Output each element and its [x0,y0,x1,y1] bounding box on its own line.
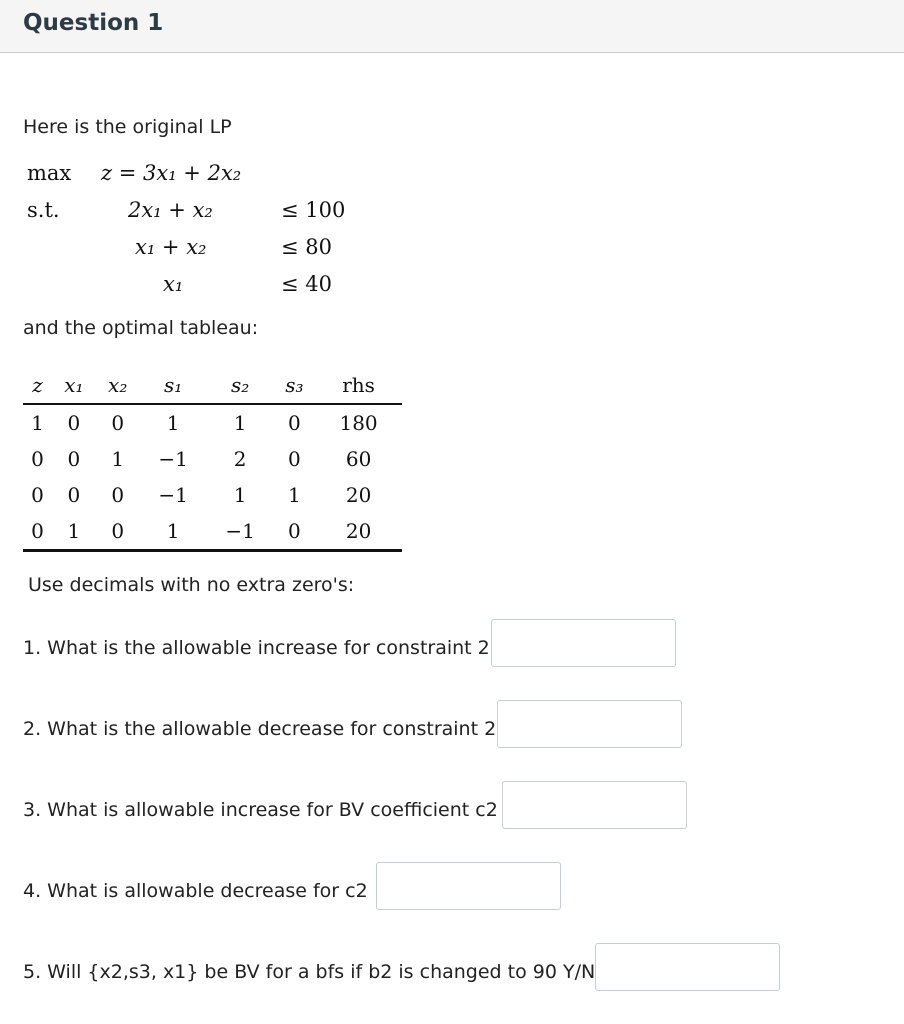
table-cell: 0 [111,411,125,435]
tableau-header-cell: z [23,367,52,404]
table-cell: 1 [166,411,180,435]
tableau-header-cell: x₁ [52,367,96,404]
tableau-header-cell: rhs [315,367,402,404]
table-cell: 0 [67,411,81,435]
table-cell: 1 [52,513,96,551]
table-cell: 0 [96,513,140,551]
question-1-answer-input[interactable] [491,619,676,667]
tableau-header-row [23,367,402,404]
table-cell: 0 [274,513,316,551]
question-1-text: 1. What is the allowable increase for constraint 2 [23,637,490,659]
table-row [23,477,402,513]
table-cell: −1 [207,513,274,551]
table-cell: 20 [315,513,402,551]
table-cell: 0 [31,483,44,507]
tableau-header-cell: x₂ [96,367,140,404]
instructions-text: Use decimals with no extra zero's: [28,574,355,596]
table-cell: −1 [158,483,188,507]
table-cell: 1 [233,411,247,435]
lp-constraint-1-lhs: 2x₁ + x₂ [128,198,213,222]
table-cell: 0 [23,513,52,551]
lp-objective: z = 3x₁ + 2x₂ [101,161,242,185]
table-cell: 0 [31,447,44,471]
lp-constraint-3-lhs: x₁ [163,272,184,296]
question-5-answer-input[interactable] [595,943,780,991]
table-cell: −1 [158,447,188,471]
question-title: Question 1 [23,10,164,36]
tableau-intro-text: and the optimal tableau: [23,317,259,339]
lp-constraint-2-rhs: ≤ 80 [281,235,332,259]
lp-constraint-2-lhs: x₁ + x₂ [135,235,207,259]
table-cell: 1 [288,483,301,507]
table-row [23,513,402,551]
table-cell: 1 [140,513,207,551]
lp-st-label: s.t. [27,198,60,222]
table-cell: 60 [345,447,372,471]
lp-max-label: max [27,161,72,185]
table-row [23,441,402,477]
tableau-header-cell: s₃ [274,367,316,404]
tableau-header-cell: s₁ [140,367,207,404]
tableau-header-cell: s₂ [207,367,274,404]
lp-constraint-1-rhs: ≤ 100 [281,198,346,222]
table-cell: 1 [31,411,44,435]
question-4-answer-input[interactable] [376,862,561,910]
table-cell: 2 [233,447,247,471]
optimal-tableau [23,367,402,552]
table-cell: 0 [111,483,125,507]
question-3-answer-input[interactable] [502,781,687,829]
question-2-text: 2. What is the allowable decrease for constraint 2 [23,718,497,740]
table-cell: 180 [339,411,378,435]
question-header [0,0,904,53]
question-3-text: 3. What is allowable increase for BV coefficient c2 [23,799,498,821]
lp-constraint-3-rhs: ≤ 40 [281,272,332,296]
question-4-text: 4. What is allowable decrease for c2 [23,880,368,902]
question-2-answer-input[interactable] [497,700,682,748]
table-cell: 20 [345,483,372,507]
table-cell: 1 [233,483,247,507]
table-row [23,404,402,441]
table-cell: 1 [111,447,125,471]
table-cell: 0 [288,411,301,435]
table-cell: 0 [288,447,301,471]
table-cell: 0 [67,483,81,507]
question-5-text: 5. Will {x2,s3, x1} be BV for a bfs if b2 is changed to 90 Y/N [23,961,596,983]
table-cell: 0 [67,447,81,471]
intro-text: Here is the original LP [23,116,232,138]
